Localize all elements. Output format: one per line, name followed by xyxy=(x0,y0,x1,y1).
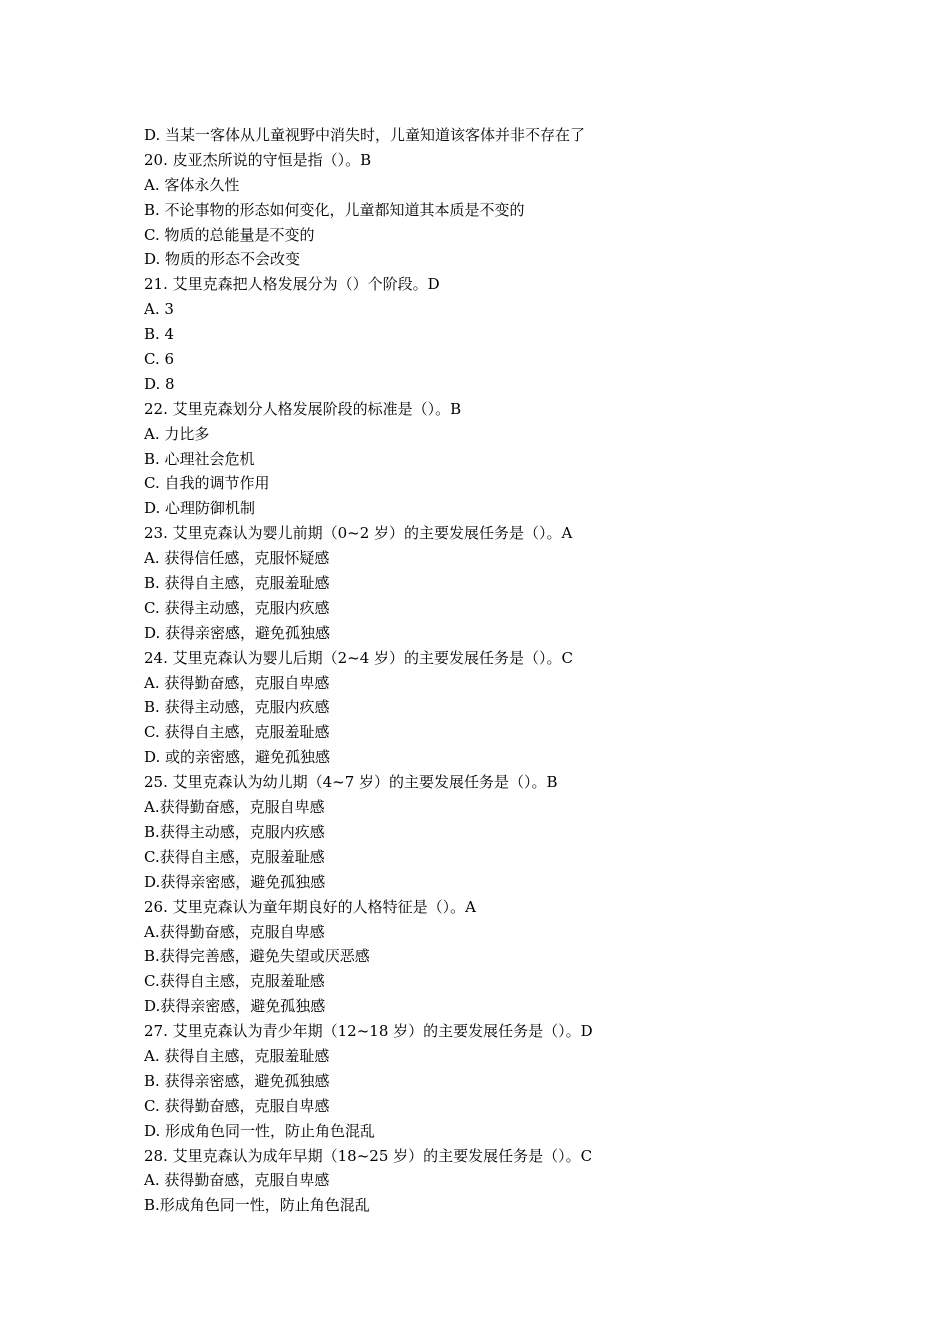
option-line: B. 获得自主感，克服羞耻感 xyxy=(144,574,330,593)
question-line: 28. 艾里克森认为成年早期（18~25 岁）的主要发展任务是（）。C xyxy=(144,1146,593,1165)
option-line: B.获得完善感，避免失望或厌恶感 xyxy=(144,947,370,966)
option-line: C. 自我的调节作用 xyxy=(144,474,270,493)
option-line: A. 获得信任感，克服怀疑感 xyxy=(144,549,330,568)
option-line: A.获得勤奋感，克服自卑感 xyxy=(144,922,325,941)
option-line: A. 力比多 xyxy=(144,424,210,443)
option-line: B. 获得亲密感，避免孤独感 xyxy=(144,1071,330,1090)
option-line: D.获得亲密感，避免孤独感 xyxy=(144,997,326,1016)
option-line: D. 物质的形态不会改变 xyxy=(144,250,301,269)
question-line: 20. 皮亚杰所说的守恒是指（）。B xyxy=(144,150,372,169)
question-line: 21. 艾里克森把人格发展分为（）个阶段。D xyxy=(144,275,440,294)
option-line: B. 4 xyxy=(144,325,175,344)
question-list xyxy=(144,123,844,1218)
option-line: C. 获得勤奋感，克服自卑感 xyxy=(144,1096,330,1115)
option-line: C. 6 xyxy=(144,350,175,369)
option-line: D.获得亲密感，避免孤独感 xyxy=(144,872,326,891)
option-line: C. 物质的总能量是不变的 xyxy=(144,225,315,244)
option-line: A. 获得勤奋感，克服自卑感 xyxy=(144,673,330,692)
question-line: 22. 艾里克森划分人格发展阶段的标准是（）。B xyxy=(144,399,462,418)
option-line: B.形成角色同一性，防止角色混乱 xyxy=(144,1196,370,1215)
option-line: D. 或的亲密感，避免孤独感 xyxy=(144,748,331,767)
option-line: D. 获得亲密感，避免孤独感 xyxy=(144,623,331,642)
option-line: D. 当某一客体从儿童视野中消失时，儿童知道该客体并非不存在了 xyxy=(144,126,586,144)
option-line: D. 心理防御机制 xyxy=(144,499,256,518)
option-line: A.获得勤奋感，克服自卑感 xyxy=(144,798,325,817)
option-line: A. 客体永久性 xyxy=(144,175,240,194)
option-line: D. 形成角色同一性，防止角色混乱 xyxy=(144,1121,376,1140)
question-line: 25. 艾里克森认为幼儿期（4~7 岁）的主要发展任务是（）。B xyxy=(144,773,558,792)
question-line: 23. 艾里克森认为婴儿前期（0~2 岁）的主要发展任务是（）。A xyxy=(144,524,573,543)
option-line: A. 3 xyxy=(144,300,174,319)
question-line: 27. 艾里克森认为青少年期（12~18 岁）的主要发展任务是（）。D xyxy=(144,1022,593,1041)
option-line: D. 8 xyxy=(144,374,175,393)
option-line: A. 获得勤奋感，克服自卑感 xyxy=(144,1171,330,1190)
question-line: 24. 艾里克森认为婴儿后期（2~4 岁）的主要发展任务是（）。C xyxy=(144,648,574,667)
option-line: A. 获得自主感，克服羞耻感 xyxy=(144,1046,330,1065)
option-line: C. 获得自主感，克服羞耻感 xyxy=(144,723,330,742)
option-line: B. 不论事物的形态如何变化，儿童都知道其本质是不变的 xyxy=(144,200,525,219)
question-line: 26. 艾里克森认为童年期良好的人格特征是（）。A xyxy=(144,897,476,916)
option-line: B. 获得主动感，克服内疚感 xyxy=(144,698,330,717)
option-line: C. 获得主动感，克服内疚感 xyxy=(144,598,330,617)
option-line: C.获得自主感，克服羞耻感 xyxy=(144,847,325,866)
option-line: B. 心理社会危机 xyxy=(144,449,255,468)
option-line: C.获得自主感，克服羞耻感 xyxy=(144,972,325,991)
option-line: B.获得主动感，克服内疚感 xyxy=(144,822,325,841)
